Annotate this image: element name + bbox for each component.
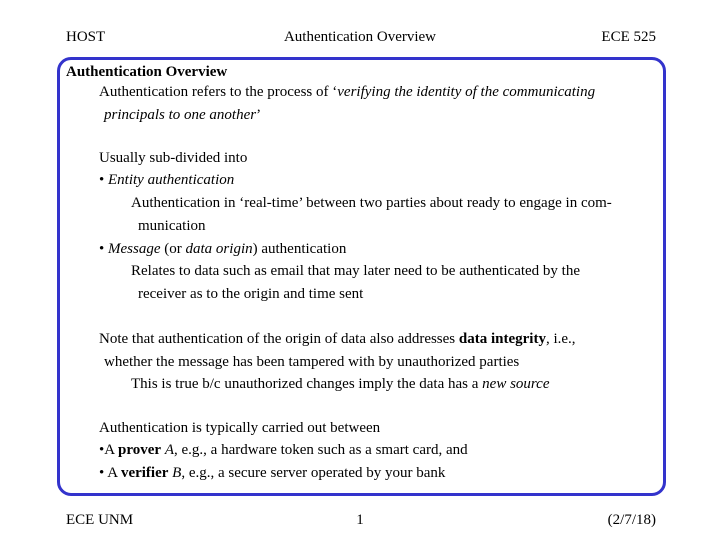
intro-line-2 [104,106,261,124]
intro-emphasis-2: principals to one another [104,107,257,123]
note-post: , i.e., [545,331,576,347]
header-left: HOST [66,29,106,45]
intro-close-quote: ’ [256,107,262,123]
prover-variable: A [164,442,174,458]
prover-desc: , e.g., a hardware token such as a smart card, and [174,442,468,458]
data-integrity-term: data integrity [458,331,546,347]
note-text: Note that authentication of the origin of data also addresses [99,331,459,347]
true-line [131,375,550,393]
header-course: ECE 525 [601,29,656,45]
message-desc-1: Relates to data such as email that may later need to be authenticated by the [131,263,580,279]
bullet: • [99,241,105,257]
page-number: 1 [356,512,364,528]
page-header [0,29,720,49]
prover-term: prover [118,442,162,458]
verifier-variable: B [172,465,182,481]
entity-desc-1: Authentication in ‘real-time’ between two parties about ready to engage in com- [131,195,612,211]
true-text: This is true b/c unauthorized changes imply the data has a [131,376,483,392]
carried-line: Authentication is typically carried out between [99,420,381,436]
message-term: Message [108,241,161,257]
origin-term: data origin [185,241,253,257]
message-post: ) authentication [252,241,347,257]
intro-text: Authentication refers to the process of ‘ [99,84,338,100]
header-title: Authentication Overview [283,29,437,45]
verifier-article: A [104,465,121,481]
entity-desc-2: munication [138,218,206,234]
message-bullet-line [99,240,346,258]
footer-left: ECE UNM [66,512,134,528]
message-desc-2: receiver as to the origin and time sent [138,286,364,302]
prover-article: A [104,442,119,458]
verifier-bullet-line [99,464,445,482]
bullet: • [99,172,105,188]
bullet: • [99,465,105,481]
verifier-desc: , e.g., a secure server operated by your bank [181,465,446,481]
prover-bullet-line [99,441,468,459]
bullet: • [99,442,105,458]
message-mid: (or [160,241,186,257]
new-source-term: new source [482,376,550,392]
subdivided-line: Usually sub-divided into [99,150,248,166]
intro-emphasis-1: verifying the identity of the communicating [337,84,596,100]
intro-line-1 [99,83,595,101]
note-line-2: whether the message has been tampered with by unauthorized parties [104,354,520,370]
section-title: Authentication Overview [66,64,228,80]
note-line-1 [99,330,576,348]
entity-title: Entity authentication [108,172,235,188]
footer-date: (2/7/18) [607,512,656,528]
verifier-term: verifier [120,465,169,481]
entity-bullet-line [99,171,234,189]
page-footer [0,512,720,532]
